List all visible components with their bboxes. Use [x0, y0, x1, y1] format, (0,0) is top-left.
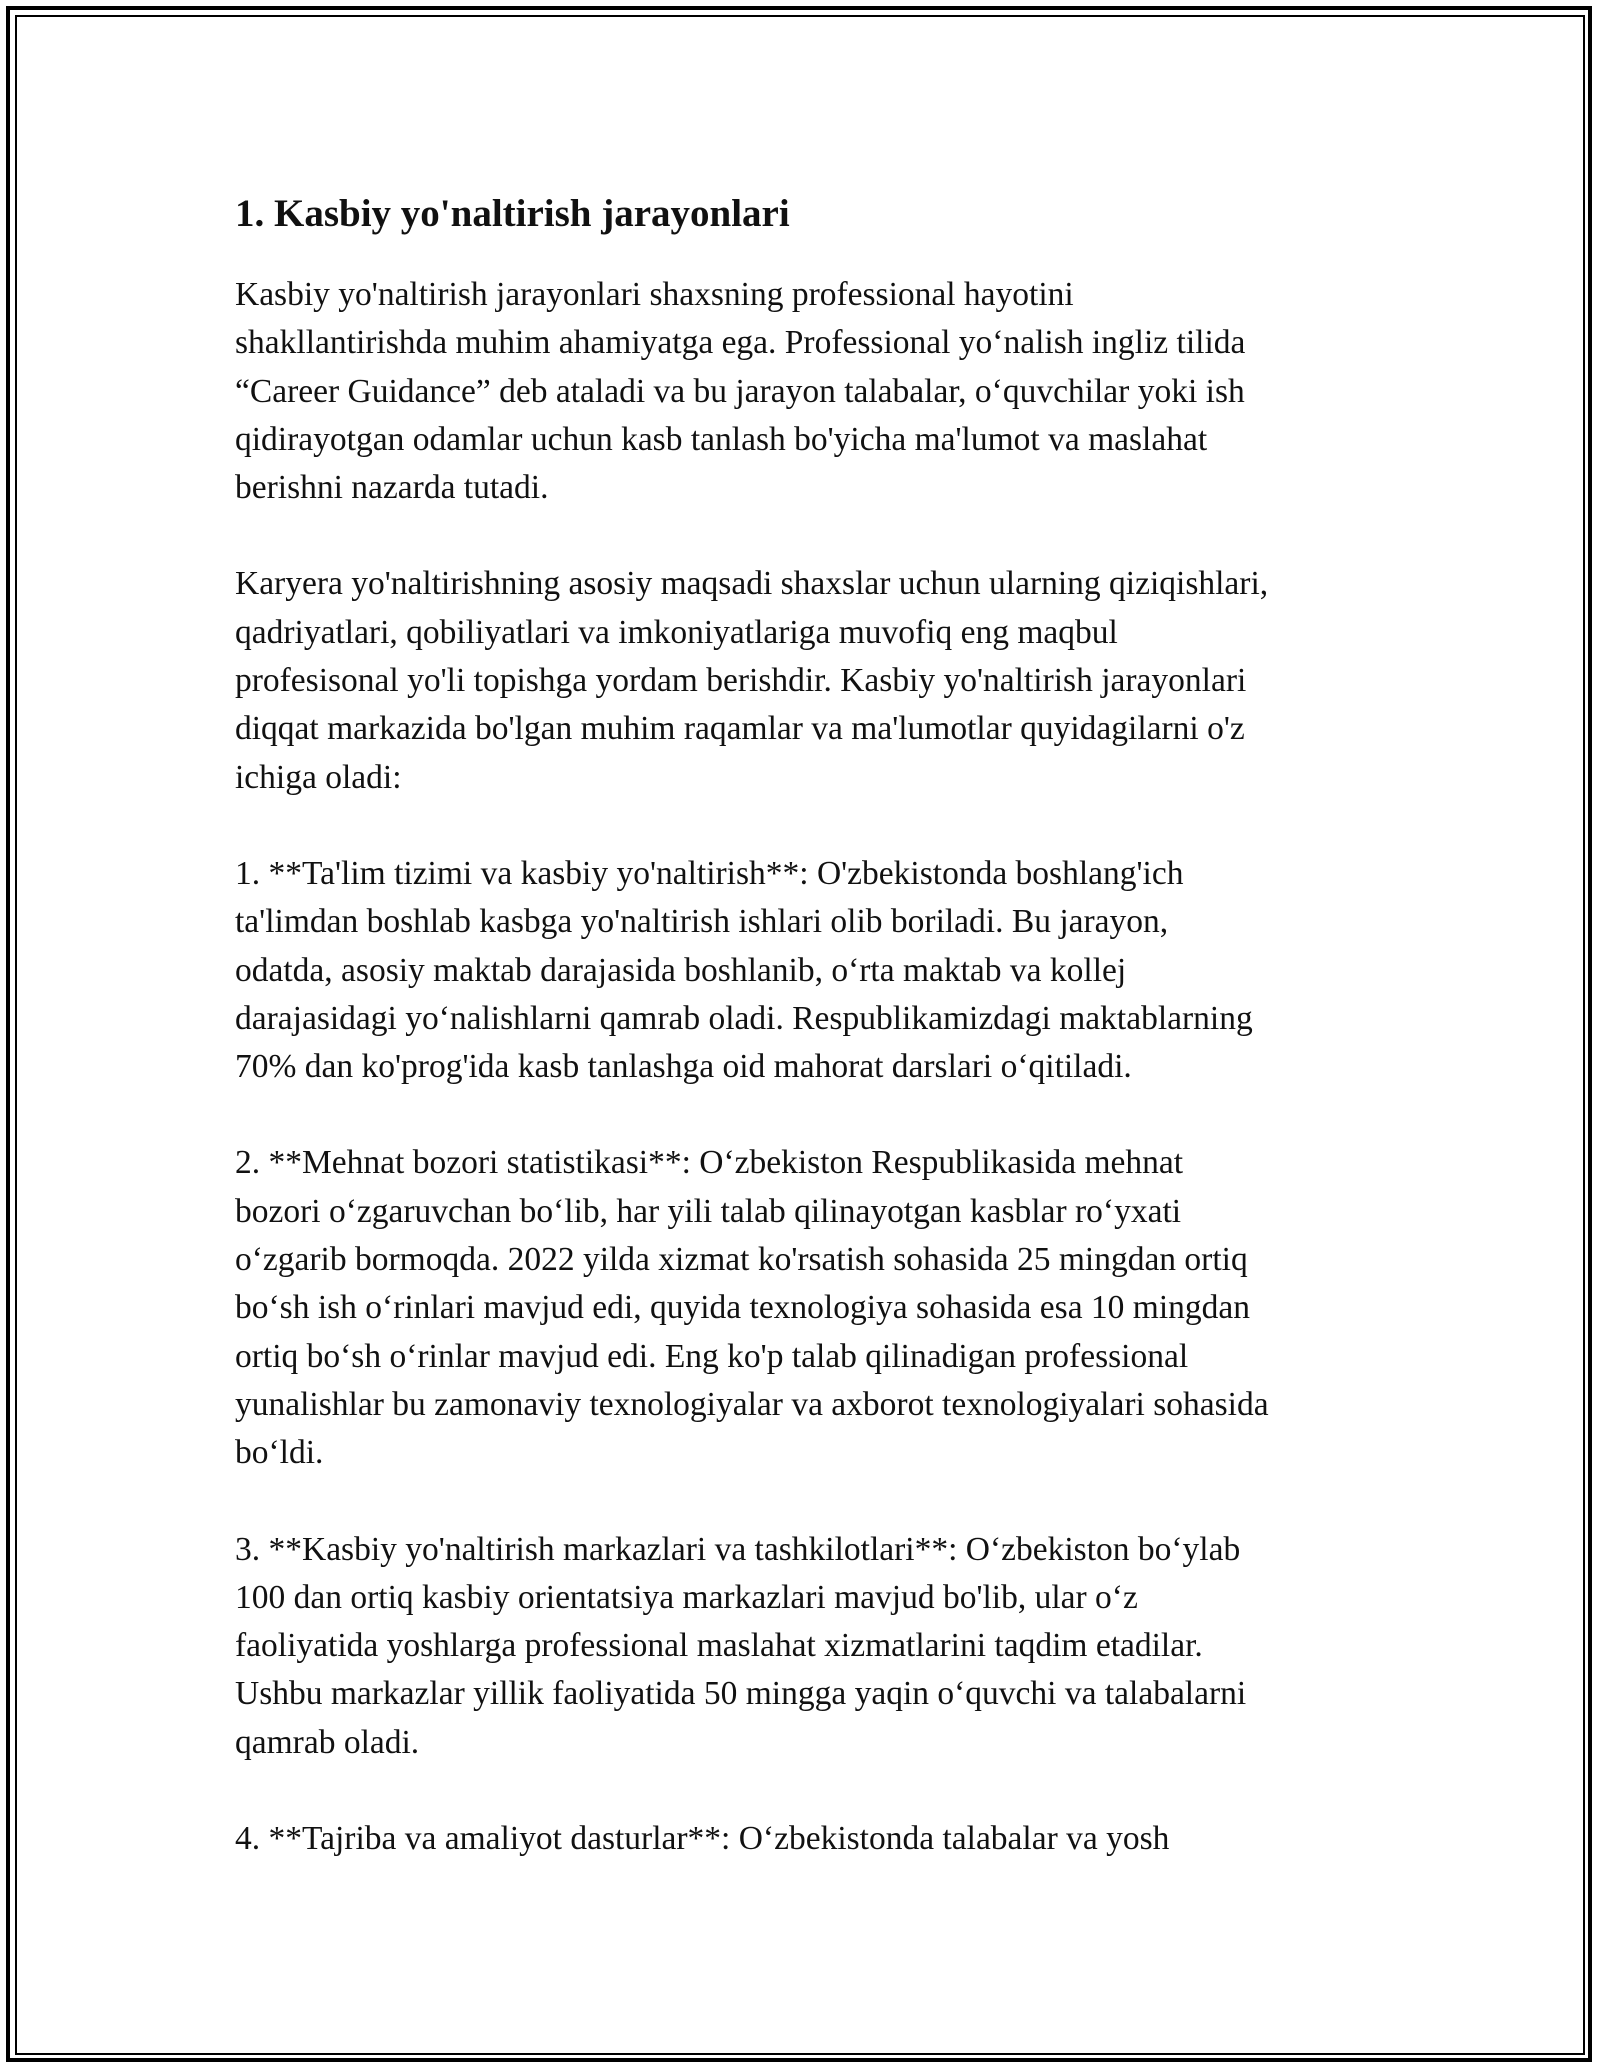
document-body	[235, 185, 1385, 1911]
list-item-internship: 4. **Tajriba va amaliyot dasturlar**: O‘zbekistonda talabalar va yosh	[235, 1820, 1170, 1858]
paragraph-purpose: Karyera yo'naltirishning asosiy maqsadi shaxslar uchun ularning qiziqishlari, qadriyatlari, qobiliyatlari va imkoniyatlariga muvofiq eng maqbul profesisonal yo'li topishga yordam berishdir. Kasbiy yo'naltirish jarayonlari diqqat markazida bo'lgan muhim raqamlar va ma'lumotlar quyidagilarni o'z ichiga oladi:	[235, 565, 1269, 796]
list-item-centers: 3. **Kasbiy yo'naltirish markazlari va tashkilotlari**: O‘zbekiston bo‘ylab 100 dan ortiq kasbiy orientatsiya markazlari mavjud bo'lib, ular o‘z faoliyatida yoshlarga professional maslahat xizmatlarini taqdim etadilar. Ushbu markazlar yillik faoliyatida 50 mingga yaqin o‘quvchi va talabalarni qamrab oladi.	[235, 1530, 1247, 1761]
paragraph-intro: Kasbiy yo'naltirish jarayonlari shaxsning professional hayotini shakllantirishda muhim ahamiyatga ega. Professional yo‘nalish ingliz tilida “Career Guidance” deb ataladi va bu jarayon talabalar, o‘quvchilar yoki ish qidirayotgan odamlar uchun kasb tanlash bo'yicha ma'lumot va maslahat berishni nazarda tutadi.	[235, 276, 1246, 507]
list-item-education: 1. **Ta'lim tizimi va kasbiy yo'naltirish**: O'zbekistonda boshlang'ich ta'limdan boshlab kasbga yo'naltirish ishlari olib boriladi. Bu jarayon, odatda, asosiy maktab darajasida boshlanib, o‘rta maktab va kollej darajasidagi yo‘nalishlarni qamrab oladi. Respublikamizdagi maktablarning 70% dan ko'prog'ida kasb tanlashga oid mahorat darslari o‘qitiladi.	[235, 854, 1253, 1086]
document-title: 1. Kasbiy yo'naltirish jarayonlari	[235, 192, 790, 235]
list-item-labor-market: 2. **Mehnat bozori statistikasi**: O‘zbekiston Respublikasida mehnat bozori o‘zgaruvchan bo‘lib, har yili talab qilinayotgan kasblar ro‘yxati o‘zgarib bormoqda. 2022 yilda xizmat ko'rsatish sohasida 25 mingdan ortiq bo‘sh ish o‘rinlari mavjud edi, quyida texnologiya sohasida esa 10 mingdan ortiq bo‘sh o‘rinlar mavjud edi. Eng ko'p talab qilinadigan professional yunalishlar bu zamonaviy texnologiyalar va axborot texnologiyalari sohasida bo‘ldi.	[235, 1144, 1269, 1472]
